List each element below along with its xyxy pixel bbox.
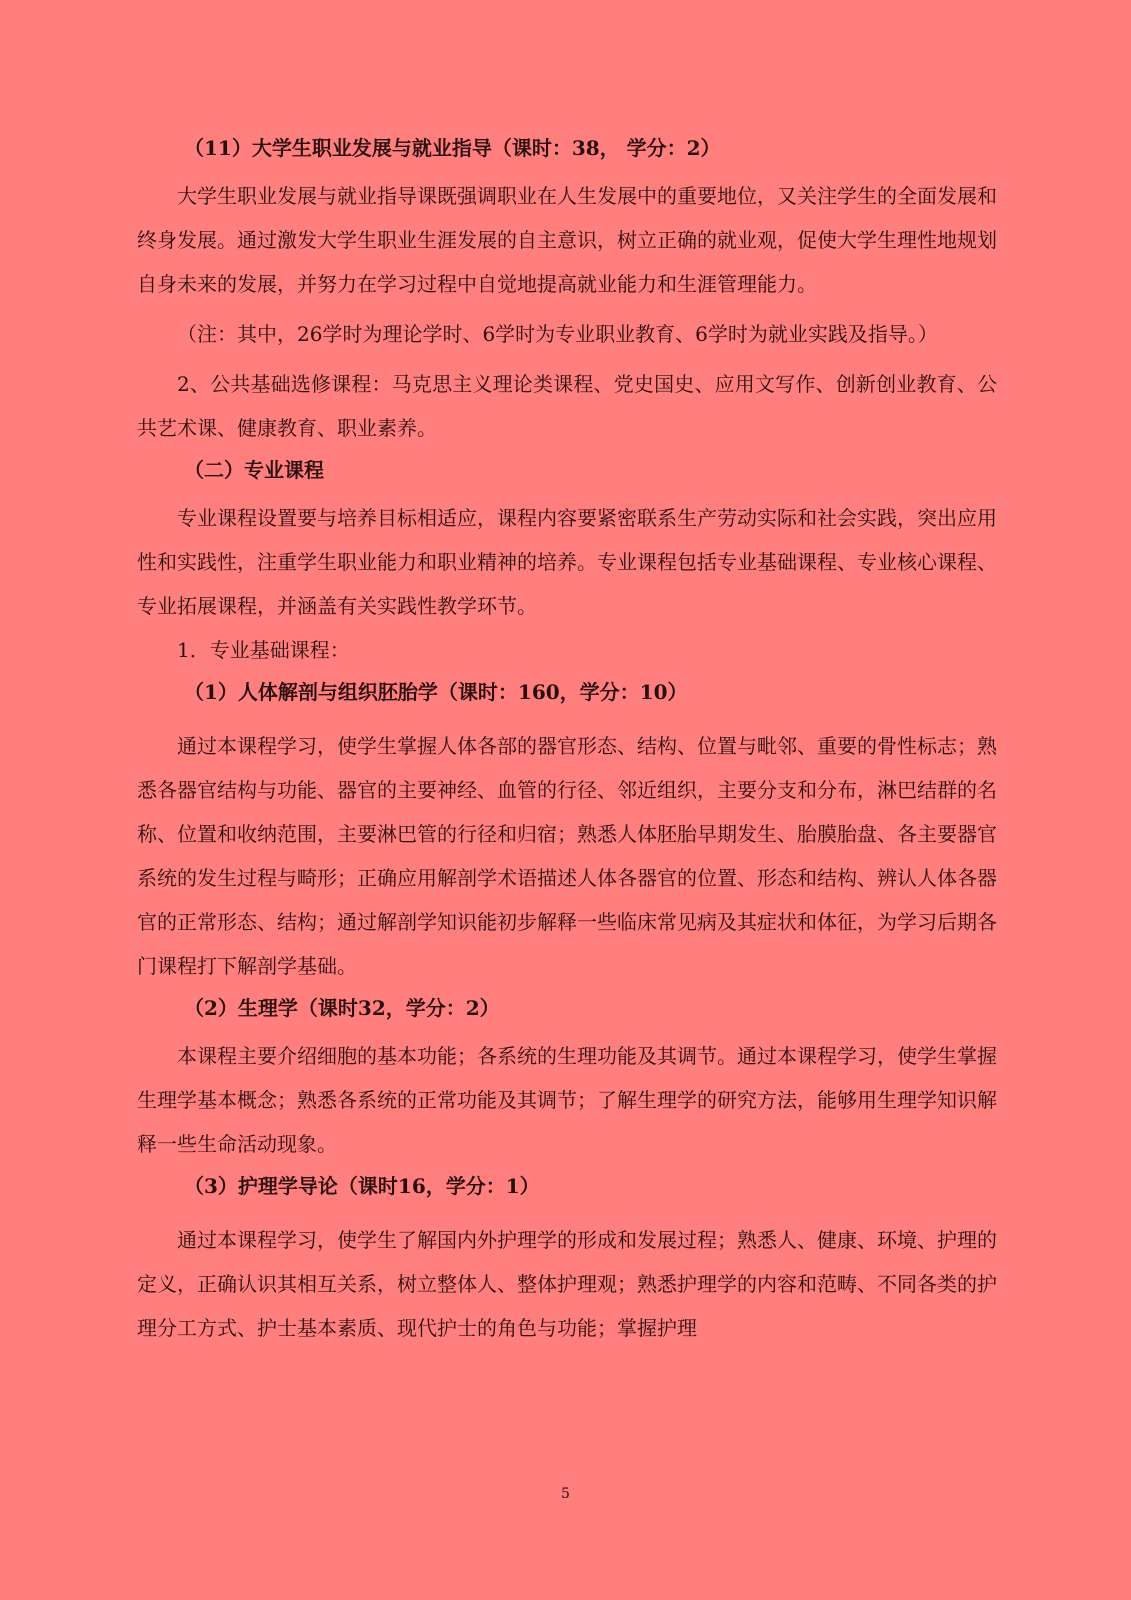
- paragraph-career-guidance: 大学生职业发展与就业指导课既强调职业在人生发展中的重要地位，又关注学生的全面发展和终身发展。通过激发大学生职业生涯发展的自主意识，树立正确的就业观，促使大学生理性地规划自身未来的发展，并努力在学习过程中自觉地提高就业能力和生涯管理能力。: [137, 184, 997, 296]
- section-heading-physiology: （2）生理学（课时32，学分：2）: [184, 996, 500, 1020]
- page-number: 5: [561, 1486, 570, 1502]
- paragraph-basic-courses: 1．专业基础课程：: [177, 638, 350, 662]
- paragraph-anatomy: 通过本课程学习，使学生掌握人体各部的器官形态、结构、位置与毗邻、重要的骨性标志；熟悉各器官结构与功能、器官的主要神经、血管的行径、邻近组织，主要分支和分布，淋巴结群的名称、位置和收纳范围，主要淋巴管的行径和归宿；熟悉人体胚胎早期发生、胎膜胎盘、各主要器官系统的发生过程与畸形；正确应用解剖学术语描述人体各器官的位置、形态和结构、辨认人体各器官的正常形态、结构；通过解剖学知识能初步解释一些临床常见病及其症状和体征，为学习后期各门课程打下解剖学基础。: [137, 734, 997, 978]
- paragraph-career-note: （注：其中，26学时为理论学时、6学时为专业职业教育、6学时为就业实践及指导。）: [177, 322, 938, 346]
- paragraph-physiology: 本课程主要介绍细胞的基本功能；各系统的生理功能及其调节。通过本课程学习，使学生掌握生理学基本概念；熟悉各系统的正常功能及其调节；了解生理学的研究方法，能够用生理学知识解释一些生命活动现象。: [137, 1044, 997, 1156]
- section-heading-nursing-intro: （3）护理学导论（课时16，学分：1）: [184, 1174, 540, 1198]
- paragraph-nursing-intro: 通过本课程学习，使学生了解国内外护理学的形成和发展过程；熟悉人、健康、环境、护理的定义，正确认识其相互关系，树立整体人、整体护理观；熟悉护理学的内容和范畴、不同各类的护理分工方式、护士基本素质、现代护士的角色与功能；掌握护理: [137, 1228, 997, 1340]
- section-heading-career-guidance: （11）大学生职业发展与就业指导（课时：38， 学分：2）: [184, 136, 721, 160]
- section-heading-anatomy: （1）人体解剖与组织胚胎学（课时：160，学分：10）: [184, 680, 688, 704]
- paragraph-professional-courses: 专业课程设置要与培养目标相适应，课程内容要紧密联系生产劳动实际和社会实践，突出应用性和实践性，注重学生职业能力和职业精神的培养。专业课程包括专业基础课程、专业核心课程、专业拓展课程，并涵盖有关实践性教学环节。: [137, 506, 997, 618]
- section-heading-professional-courses: （二）专业课程: [184, 458, 324, 482]
- page-content: [137, 128, 997, 1350]
- paragraph-public-electives: 2、公共基础选修课程：马克思主义理论类课程、党史国史、应用文写作、创新创业教育、公共艺术课、健康教育、职业素养。: [137, 372, 997, 440]
